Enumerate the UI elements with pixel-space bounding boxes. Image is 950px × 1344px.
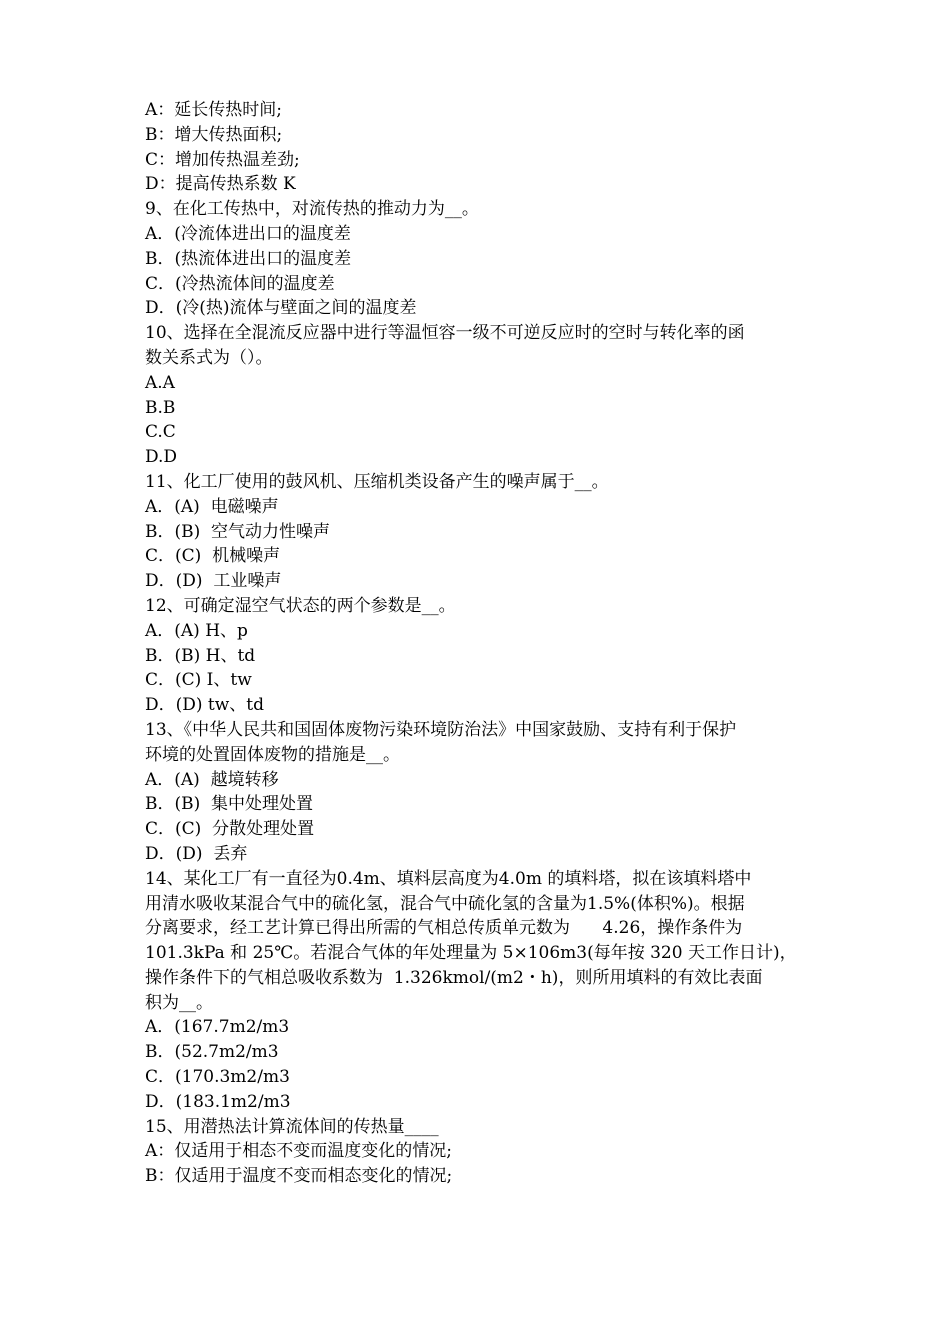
option-line: B．(B) H、td — [145, 645, 256, 666]
option-line: C．(C) I、tw — [145, 670, 252, 691]
option-line: A．(A) 电磁噪声 — [145, 496, 279, 517]
option-line: C．(C) 机械噪声 — [145, 546, 281, 567]
option-line: B．(B) 集中处理处置 — [145, 794, 314, 815]
option-line: D．(183.1m2/m3 — [145, 1091, 291, 1112]
question-14-cont: 积为__。 — [145, 992, 213, 1013]
question-14-cont: 操作条件下的气相总吸收系数为 1.326kmol/(m2・h)，则所用填料的有效比表面 — [145, 967, 763, 988]
option-line: D．(D) tw、td — [145, 695, 265, 716]
question-14: 14、某化工厂有一直径为0.4m、填料层高度为4.0m 的填料塔，拟在该填料塔中 — [145, 868, 752, 889]
question-14-cont: 用清水吸收某混合气中的硫化氢，混合气中硫化氢的含量为1.5%(体积%)。根据 — [145, 893, 745, 914]
option-line: B.B — [145, 397, 176, 418]
option-line: B：增大传热面积; — [145, 124, 283, 145]
option-line: A：延长传热时间; — [145, 100, 283, 120]
question-10: 10、选择在全混流反应器中进行等温恒容一级不可逆反应时的空时与转化率的函 — [145, 323, 745, 344]
option-line: A．(A) 越境转移 — [145, 769, 279, 790]
option-line: A.A — [145, 372, 175, 393]
option-line: C．(C) 分散处理处置 — [145, 819, 315, 840]
question-9: 9、在化工传热中，对流传热的推动力为__。 — [145, 199, 479, 220]
option-line: C.C — [145, 422, 176, 443]
option-line: D：提高传热系数 K — [145, 174, 296, 195]
option-line: C．(170.3m2/m3 — [145, 1067, 290, 1088]
option-line: D.D — [145, 447, 178, 468]
option-line: C：增加传热温差劲; — [145, 149, 300, 170]
question-12: 12、可确定湿空气状态的两个参数是__。 — [145, 595, 456, 616]
option-line: A．(冷流体进出口的温度差 — [145, 223, 351, 244]
option-line: B：仅适用于温度不变而相态变化的情况; — [145, 1166, 453, 1187]
option-line: B．(52.7m2/m3 — [145, 1042, 279, 1063]
question-13: 13、《中华人民共和国固体废物污染环境防治法》中国家鼓励、支持有利于保护 — [145, 719, 737, 740]
option-line: C．(冷热流体间的温度差 — [145, 273, 335, 294]
option-line: A：仅适用于相态不变而温度变化的情况; — [145, 1141, 453, 1162]
question-13-cont: 环境的处置固体废物的措施是__。 — [145, 744, 400, 765]
option-line: A．(167.7m2/m3 — [145, 1017, 290, 1038]
option-line: D．(D) 工业噪声 — [145, 571, 282, 592]
option-line: B．(B) 空气动力性噪声 — [145, 521, 331, 542]
option-line: B．(热流体进出口的温度差 — [145, 248, 352, 269]
option-line: D．(冷(热)流体与壁面之间的温度差 — [145, 298, 417, 319]
document-page — [145, 98, 807, 1189]
option-line: A．(A) H、p — [145, 620, 248, 641]
option-line: D．(D) 丢弃 — [145, 843, 248, 864]
question-11: 11、化工厂使用的鼓风机、压缩机类设备产生的噪声属于__。 — [145, 471, 609, 492]
question-14-cont: 分离要求，经工艺计算已得出所需的气相总传质单元数为 4.26，操作条件为 — [145, 918, 743, 939]
question-10-cont: 数关系式为（）。 — [145, 347, 273, 368]
question-14-cont: 101.3kPa 和 25℃。若混合气体的年处理量为 5×106m3(每年按 320 天工作日计)， — [145, 943, 797, 964]
question-15: 15、用潜热法计算流体间的传热量____ — [145, 1116, 439, 1137]
